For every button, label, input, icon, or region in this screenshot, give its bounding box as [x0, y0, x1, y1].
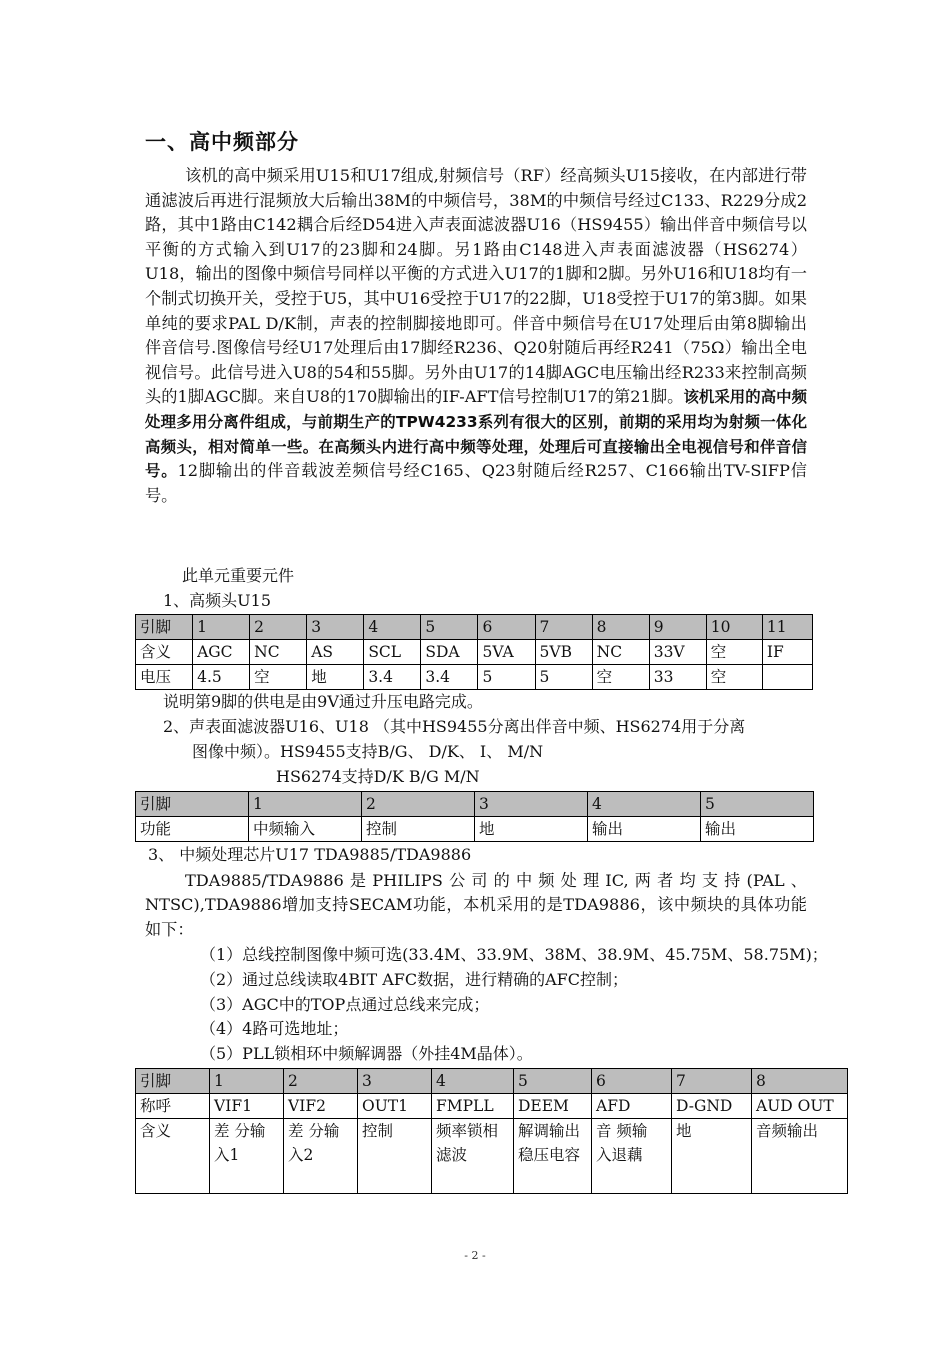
ic-title: 3、 中频处理芯片U17 TDA9885/TDA9886	[148, 845, 472, 864]
table-cell: 地	[475, 817, 588, 842]
table-cell	[762, 665, 812, 690]
table-cell: 音 频输 入退藕	[592, 1119, 672, 1194]
table-cell: 中频输入	[249, 817, 362, 842]
voltage-row	[136, 665, 813, 690]
table-cell: 空	[592, 665, 649, 690]
table-cell: 8	[592, 615, 649, 640]
ic-description-text: TDA9885/TDA9886是PHILIPS公司的中频处理IC,两者均支持(PAL、NTSC),TDA9886增加支持SECAM功能，本机采用的是TDA9886，该中频块的具体功能如下：	[145, 871, 807, 939]
table-cell: 2	[362, 792, 475, 817]
meaning-row	[136, 640, 813, 665]
row-label-cell: 含义	[136, 1119, 210, 1194]
table-cell: 5VA	[478, 640, 535, 665]
table-cell: 5	[535, 665, 592, 690]
table-cell: 3	[475, 792, 588, 817]
row-label-cell: 引脚	[136, 792, 249, 817]
table-cell: 差 分输入2	[284, 1119, 358, 1194]
table-cell: 1	[193, 615, 250, 640]
table-cell: 控制	[362, 817, 475, 842]
table-cell: 6	[478, 615, 535, 640]
table-cell: 差 分输入1	[210, 1119, 284, 1194]
table-cell: 音频输出	[752, 1119, 848, 1194]
table-cell: 1	[210, 1069, 284, 1094]
table-cell: 9	[649, 615, 706, 640]
meaning-row	[136, 1119, 848, 1194]
table-cell: 频率锁相滤波	[432, 1119, 514, 1194]
table-cell: AGC	[193, 640, 250, 665]
table-cell: 6	[592, 1069, 672, 1094]
saw-title-line3: HS6274支持D/K B/G M/N	[276, 767, 480, 786]
table-cell: 5	[478, 665, 535, 690]
table-cell: FMPLL	[432, 1094, 514, 1119]
saw-title-line1: 2、声表面滤波器U16、U18 （其中HS9455分离出伴音中频、HS6274用于分离	[163, 717, 746, 736]
table-cell: 5	[701, 792, 814, 817]
table-cell: 33V	[649, 640, 706, 665]
table-cell: 7	[535, 615, 592, 640]
table-cell: VIF1	[210, 1094, 284, 1119]
table-cell: 3	[307, 615, 364, 640]
table-cell: 1	[249, 792, 362, 817]
table-cell: 解调输出稳压电容	[514, 1119, 592, 1194]
saw-pin-table	[135, 791, 814, 842]
table-cell: 7	[672, 1069, 752, 1094]
table-cell: 5VB	[535, 640, 592, 665]
name-row	[136, 1094, 848, 1119]
section-heading: 一、高中频部分	[145, 130, 299, 154]
ic-pin-table	[135, 1068, 848, 1194]
ic-description	[145, 869, 807, 942]
pin-header-row	[136, 792, 814, 817]
table-cell: 3.4	[421, 665, 478, 690]
row-label-cell: 含义	[136, 640, 193, 665]
table-cell: 控制	[358, 1119, 432, 1194]
tuner-pin-table	[135, 614, 813, 690]
row-label-cell: 引脚	[136, 615, 193, 640]
page-number: - 2 -	[464, 1249, 486, 1262]
table-cell: 33	[649, 665, 706, 690]
table-cell: 5	[514, 1069, 592, 1094]
body-paragraph	[145, 164, 807, 508]
pin-header-row	[136, 615, 813, 640]
table-cell: SCL	[364, 640, 421, 665]
table-cell: 空	[250, 665, 307, 690]
table-cell: 11	[762, 615, 812, 640]
feature-line-3: （3）AGC中的TOP点通过总线来完成；	[200, 995, 490, 1014]
table-cell: VIF2	[284, 1094, 358, 1119]
table-cell: 地	[307, 665, 364, 690]
table-cell: SDA	[421, 640, 478, 665]
pin-header-row	[136, 1069, 848, 1094]
table-cell: D-GND	[672, 1094, 752, 1119]
feature-line-4: （4）4路可选地址；	[200, 1019, 349, 1038]
feature-line-1: （1）总线控制图像中频可选(33.4M、33.9M、38M、38.9M、45.75M、58.75M)；	[200, 945, 828, 964]
body-text: 该机的高中频采用U15和U17组成,射频信号（RF）经高频头U15接收，在内部进行带通滤波后再进行混频放大后输出38M的中频信号，38M的中频信号经过C133、R229分成2路，其中1路由C142耦合后经D54进入声表面滤波器U16（HS9455）输出伴音中频信号以平衡的方式输入到U17的23脚和24脚。另1路由C148进入声表面滤波器（HS6274）U18，输出的图像中频信号同样以平衡的方式进入U17的1脚和2脚。另外U16和U18均有一个制式切换开关，受控于U5，其中U16受控于U17的22脚，U18受控于U17的第3脚。如果单纯的要求PAL D/K制，声表的控制脚接地即可。伴音中频信号在U17处理后由第8脚输出伴音信号.图像信号经U17处理后由17脚经R236、Q20射随后再经R241（75Ω）输出全电视信号。此信号进入U8的54和55脚。另外由U17的14脚AGC电压输出经R233来控制高频头的1脚AGC脚。来自U8的170脚输出的IF-AFT信号控制U17的第21脚。	[145, 166, 807, 407]
table-cell: 4.5	[193, 665, 250, 690]
table-cell: OUT1	[358, 1094, 432, 1119]
tuner-title: 1、高频头U15	[163, 591, 272, 610]
components-title: 此单元重要元件	[182, 566, 295, 585]
table-cell: 3.4	[364, 665, 421, 690]
table-cell: 5	[421, 615, 478, 640]
table-cell: 10	[706, 615, 762, 640]
table-cell: NC	[592, 640, 649, 665]
table-cell: AS	[307, 640, 364, 665]
table-cell: NC	[250, 640, 307, 665]
body-bold-text: 该机采用的高中频处理多用分离件组成，与前期生产的TPW4233系列有很大的区别，前期的采用均为射频一体化高频头，相对简单一些。在高频头内进行高中频等处理，处理后可直接输出全电视信号和伴音信号。	[145, 388, 807, 481]
function-row	[136, 817, 814, 842]
table-cell: AUD OUT	[752, 1094, 848, 1119]
table-cell: IF	[762, 640, 812, 665]
table-cell: 地	[672, 1119, 752, 1194]
body-tail-text: 12脚输出的伴音载波差频信号经C165、Q23射随后经R257、C166输出TV-SIFP信号。	[145, 461, 807, 505]
table-cell: 输出	[588, 817, 701, 842]
row-label-cell: 称呼	[136, 1094, 210, 1119]
feature-line-2: （2）通过总线读取4BIT AFC数据，进行精确的AFC控制；	[200, 970, 628, 989]
table-cell: 4	[364, 615, 421, 640]
row-label-cell: 引脚	[136, 1069, 210, 1094]
table-cell: 4	[432, 1069, 514, 1094]
table-cell: 2	[250, 615, 307, 640]
table-cell: AFD	[592, 1094, 672, 1119]
row-label-cell: 功能	[136, 817, 249, 842]
table-cell: 2	[284, 1069, 358, 1094]
table-cell: 空	[706, 640, 762, 665]
table-cell: 3	[358, 1069, 432, 1094]
row-label-cell: 电压	[136, 665, 193, 690]
table-cell: 输出	[701, 817, 814, 842]
table-cell: 8	[752, 1069, 848, 1094]
table-cell: 4	[588, 792, 701, 817]
feature-line-5: （5）PLL锁相环中频解调器（外挂4M晶体）。	[200, 1044, 533, 1063]
table-cell: DEEM	[514, 1094, 592, 1119]
table-cell: 空	[706, 665, 762, 690]
saw-title-line2: 图像中频）。HS9455支持B/G、 D/K、 I、 M/N	[192, 742, 544, 761]
tuner-note: 说明第9脚的供电是由9V通过升压电路完成。	[163, 692, 483, 711]
